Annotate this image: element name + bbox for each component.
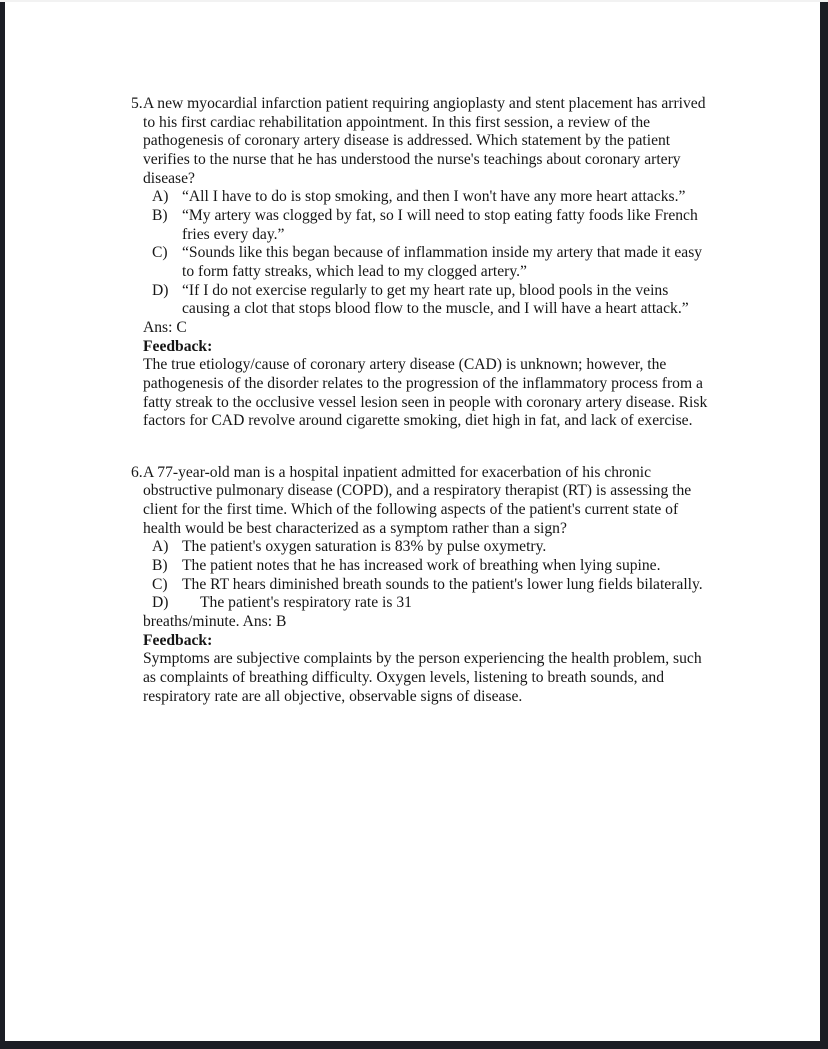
option-row xyxy=(152,576,709,595)
option-text: The RT hears diminished breath sounds to the patient's lower lung fields bilaterally. xyxy=(182,575,703,593)
question-body xyxy=(143,464,709,707)
option-row xyxy=(152,594,709,613)
answer-line: breaths/minute. Ans: B xyxy=(143,613,287,631)
option-label: A) xyxy=(152,538,169,556)
feedback-label: Feedback: xyxy=(143,337,213,355)
option-text: The patient's respiratory rate is 31 xyxy=(200,594,412,612)
document-page xyxy=(5,2,820,1041)
option-label: D) xyxy=(152,281,169,299)
option-text: “Sounds like this began because of inflammation inside my artery that made it easy to form fatty streaks, which lead to my clogged artery.” xyxy=(182,244,703,280)
answer-line: Ans: C xyxy=(143,318,187,336)
feedback-text: The true etiology/cause of coronary artery disease (CAD) is unknown; however, the pathogenesis of the disorder relates to the progression of the inflammatory process from a fatty streak to the occlusive vessel lesion seen in people with coronary artery disease. Risk factors for CAD revolve around cigarette smoking, diet high in fat, and lack of exercise. xyxy=(143,356,708,430)
option-text: “My artery was clogged by fat, so I will need to stop eating fatty foods like French fries every day.” xyxy=(182,206,698,243)
option-label: D) xyxy=(152,594,169,612)
option-label: B) xyxy=(152,557,168,575)
option-row xyxy=(152,538,709,557)
option-label: C) xyxy=(152,244,168,262)
question-stem: A 77-year-old man is a hospital inpatient admitted for exacerbation of his chronic obstructive pulmonary disease (COPD), and a respiratory therapist (RT) is assessing the client for the first time. Which of the following aspects of the patient's current state of health would be best characterized as a symptom rather than a sign? xyxy=(143,463,692,537)
option-row xyxy=(152,282,709,319)
option-row xyxy=(152,207,709,244)
option-row xyxy=(152,188,709,207)
question-body xyxy=(143,95,709,431)
option-text: “If I do not exercise regularly to get my heart rate up, blood pools in the veins causing a clot that stops blood flow to the muscle, and I will have a heart attack.” xyxy=(182,281,689,318)
question-number: 6. xyxy=(131,463,143,481)
option-text: “All I have to do is stop smoking, and then I won't have any more heart attacks.” xyxy=(182,188,686,206)
option-label: C) xyxy=(152,575,168,593)
question-6 xyxy=(131,464,709,707)
feedback-label: Feedback: xyxy=(143,631,213,649)
question-number: 5. xyxy=(131,95,143,112)
option-label: B) xyxy=(152,206,168,224)
question-stem: A new myocardial infarction patient requiring angioplasty and stent placement has arrived to his first cardiac rehabilitation appointment. In this first session, a review of the pathogenesis of coronary artery disease is addressed. Which statement by the patient verifies to the nurse that he has understood the nurse's teachings about coronary artery disease? xyxy=(143,95,706,187)
feedback-text: Symptoms are subjective complaints by the person experiencing the health problem, such as complaints of breathing difficulty. Oxygen levels, listening to breath sounds, and respiratory rate are all objective, observable signs of disease. xyxy=(143,650,702,705)
option-row xyxy=(152,557,709,576)
option-text: The patient notes that he has increased work of breathing when lying supine. xyxy=(182,557,661,575)
option-text: The patient's oxygen saturation is 83% by pulse oxymetry. xyxy=(182,538,547,556)
option-label: A) xyxy=(152,188,169,206)
option-row xyxy=(152,244,709,281)
question-5 xyxy=(131,95,709,431)
